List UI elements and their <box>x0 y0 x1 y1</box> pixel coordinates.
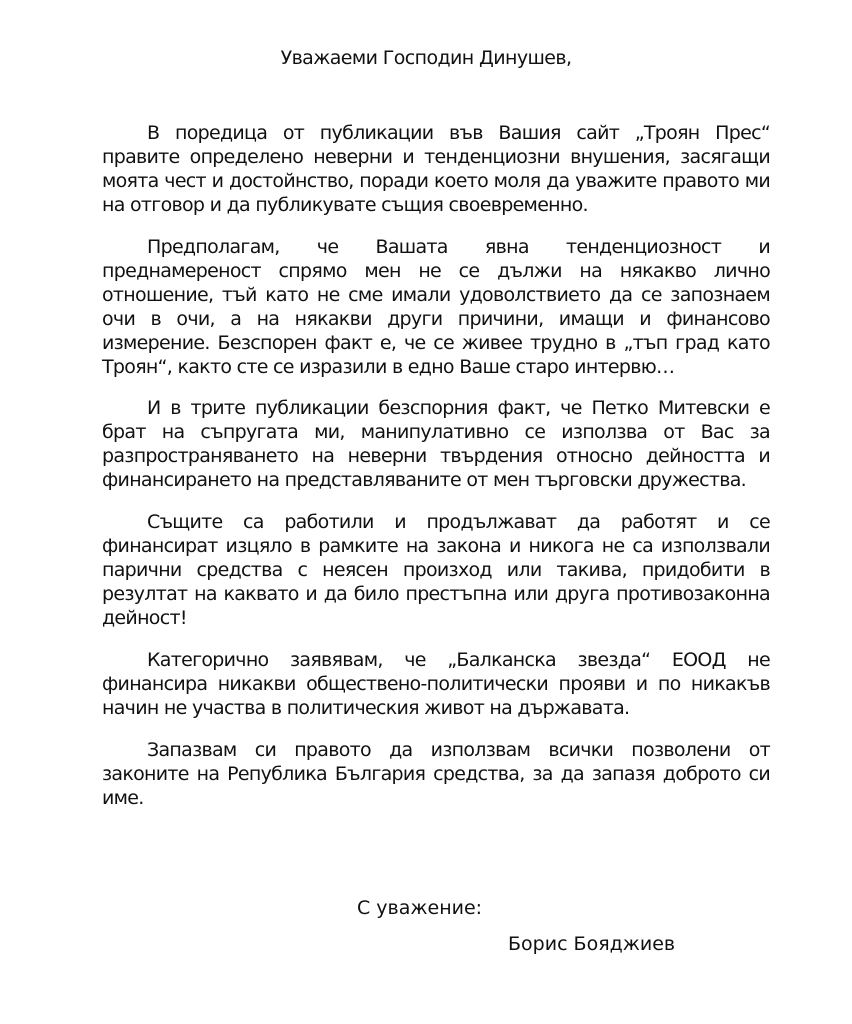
paragraph-line: финансирането на представляваните от мен търговски дружества. <box>102 469 746 491</box>
paragraph-line: брат на съпругата ми, манипулативно се използва от Вас за <box>102 421 770 443</box>
paragraph-line: Запазвам си правото да използвам всички позволени от <box>147 739 770 761</box>
paragraph-line: финансира никакви обществено-политически прояви и по никакъв <box>102 673 770 695</box>
closing: С уважение: <box>357 897 483 919</box>
paragraph-line: начин не участва в политическия живот на държавата. <box>102 697 630 719</box>
paragraph-line: Троян“, както сте се изразили в едно Ваше старо интервю… <box>102 356 675 378</box>
paragraph-line: дейност! <box>102 607 187 629</box>
paragraph-line: на отговор и да публикувате същия своевременно. <box>102 194 588 216</box>
paragraph-line: Категорично заявявам, че „Балканска звезда“ ЕООД не <box>147 649 770 671</box>
paragraph-line: В поредица от публикации във Вашия сайт „Троян Прес“ <box>147 122 770 144</box>
paragraph-line: Предполагам, че Вашата явна тенденциозност и <box>147 236 770 258</box>
paragraph-line: моята чест и достойнство, поради което моля да уважите правото ми <box>102 170 770 192</box>
paragraph-line: очи в очи, а на някакви други причини, имащи и финансово <box>102 308 770 330</box>
paragraph-line: отношение, тъй като не сме имали удоволствието да се запознаем <box>102 284 770 306</box>
paragraph-1 <box>102 121 770 217</box>
paragraph-line: правите определено неверни и тенденциозни внушения, засягащи <box>102 146 770 168</box>
salutation: Уважаеми Господин Динушев, <box>280 47 572 69</box>
paragraph-line: преднамереност спрямо мен не се дължи на някакво лично <box>102 260 770 282</box>
paragraph-line: Същите са работили и продължават да работят и се <box>147 511 770 533</box>
paragraph-line: парични средства с неясен произход или такива, придобити в <box>102 559 770 581</box>
paragraph-4 <box>102 510 770 630</box>
paragraph-line: финансират изцяло в рамките на закона и никога не са използвали <box>102 535 770 557</box>
signature: Борис Бояджиев <box>508 933 676 955</box>
paragraph-3 <box>102 396 770 492</box>
paragraph-2 <box>102 235 770 379</box>
paragraph-5 <box>102 648 770 720</box>
paragraph-line: име. <box>102 787 144 809</box>
paragraph-6 <box>102 738 770 810</box>
paragraph-line: законите на Република България средства, за да запазя доброто си <box>102 763 770 785</box>
paragraph-line: резултат на каквато и да било престъпна или друга противозаконна <box>102 583 770 605</box>
paragraph-line: измерение. Безспорен факт е, че се живее трудно в „тъп град като <box>102 332 770 354</box>
paragraph-line: разпространяването на неверни твърдения относно дейността и <box>102 445 770 467</box>
paragraph-line: И в трите публикации безспорния факт, че Петко Митевски е <box>147 397 770 419</box>
